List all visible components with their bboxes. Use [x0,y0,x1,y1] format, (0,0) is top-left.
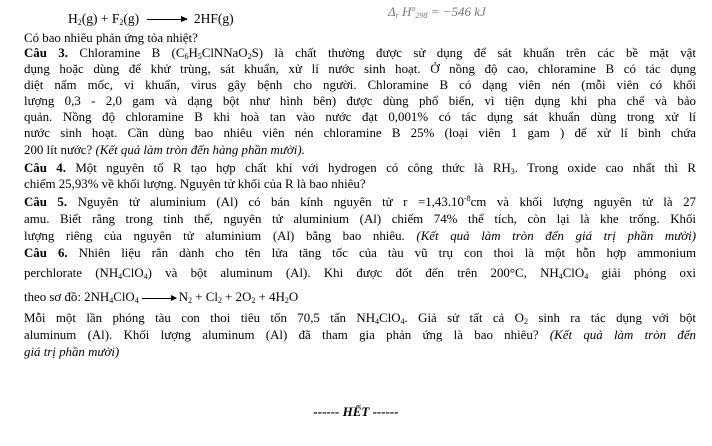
text-span: diệt nấm mốc, vi khuẩn, virus gây bệnh cho người. Chloramine B có dạng viên nén (mỗi viên có khối [24,78,696,92]
subscript: 4 [109,296,114,305]
text-span: amu. Biết rằng trong tinh thể, nguyên tử aluminium (Al) chiếm 74% thể tích, còn lại là khe trống. Khối [24,212,696,226]
subscript: 4 [134,296,139,305]
question-label: Câu 4. [24,161,66,175]
text-span: dụng hoặc dùng để khử trùng, sát khuẩn, xử lí nước sinh hoạt. Ở nồng độ cao, chloramine B có tác dụng [24,62,696,76]
c3-line-1 [24,46,696,61]
text-span: sinh ra tác dụng với bột [528,311,696,325]
subscript: 3 [510,167,515,176]
subscript: 2 [251,296,256,305]
text-span: chiếm 25,93% về khối lượng. Nguyên tử khối của R là bao nhiêu? [24,177,366,191]
subscript: 2 [247,52,252,61]
reaction-equation [68,10,234,28]
c3-line-4 [24,94,696,109]
c4-line-2 [24,177,696,192]
c6-line-2 [24,266,696,281]
text-span: ) và bột aluminum (Al). Khi được đốt đến trên 200°C, NH [147,266,559,280]
c5-line-3 [24,229,696,244]
enthalpy-r: r [395,11,399,20]
subscript: 5 [197,52,202,61]
text-span: giải phóng oxi [588,266,696,280]
c6-line-1 [24,246,696,261]
eq-f: (g) + F [81,11,120,26]
subscript: 2 [217,296,222,305]
text-span: Chloramine B (C [67,46,185,60]
c6-line-5 [24,328,696,343]
text-span: Nhiên liệu rắn dành cho tên lửa tăng tốc của tàu vũ trụ con thoi là một hỗn hợp ammonium [67,246,696,260]
text-span: ClO [113,290,135,304]
subscript: 4 [584,272,589,281]
text-span: 200 lít nước? [24,143,96,157]
text-span: nước sinh hoạt. Cần dùng bao nhiêu viên nén chloramine B 25% (loại viên 1 gam ) để xử lí bình chứa [24,126,696,140]
rounding-note: (Kết quả làm tròn đến [549,328,696,342]
rounding-note: (Kết quả làm tròn đến giá trị phần mười) [416,229,696,243]
c3-line-5 [24,110,696,125]
question-heat [24,31,696,46]
end-marker: ------ HẾT ------ [313,404,399,419]
subscript: 4 [400,317,405,326]
text-span: ClO [562,266,585,280]
enthalpy-sub: 298 [415,11,428,20]
enthalpy-value [388,4,486,20]
text-span: + 4H [255,290,285,304]
superscript: -8 [463,195,471,203]
rounding-note: giá trị phần mười) [24,345,120,359]
eq-state: (g) [123,11,140,26]
c3-line-2 [24,62,696,77]
c5-line-2 [24,212,696,227]
rounding-note: (Kết quả làm tròn đến hàng phần mười). [95,143,305,157]
text-span: theo sơ đồ: 2NH [24,290,110,304]
question-heat-text: Có bao nhiêu phản ứng tỏa nhiệt? [24,31,198,45]
question-label: Câu 6. [24,246,68,260]
text-span: S) là chất thường được sử dụng để sát khuẩn trên các bề mặt vật [251,46,696,60]
text-span: perchlorate (NH [24,266,119,280]
c3-line-7 [24,143,696,158]
c5-line-1 [24,195,696,210]
arrow-icon [142,298,176,299]
text-span: ClNNaO [201,46,248,60]
text-span: lượng 0,3 - 2,0 gam và dạng bột như hình bên) được dùng phổ biến, vì tiện dụng khi pha chế và bảo [24,94,696,108]
c3-line-6 [24,126,696,141]
enthalpy-h: H [402,4,412,19]
text-span: lượng riêng của nguyên tử aluminium (Al) bằng bao nhiêu. [24,229,417,243]
text-span: ClO [122,266,144,280]
text-span: quản. Nồng độ chloramine B khi hoà tan vào nước đạt 0,001% có tác dụng sát khuẩn dùng trong xử lí [24,110,696,124]
subscript: 6 [184,52,189,61]
text-span: cm và khối lượng nguyên tử là 27 [470,195,696,209]
c6-line-4 [24,311,696,326]
text-span: O [288,290,299,304]
c3-line-3 [24,78,696,93]
eq-sub: 2 [119,18,124,27]
subscript: 4 [143,272,148,281]
text-span: ClO [379,311,401,325]
subscript: 4 [558,272,563,281]
arrow-icon [147,19,187,20]
text-span: N [178,290,189,304]
question-label: Câu 5. [24,195,68,209]
text-span: . Trong oxide cao nhất thì R [514,161,696,175]
enthalpy-number: = −546 kJ [430,4,486,19]
text-span: Nguyên tử aluminium (Al) có bán kính nguyên tử r =1,43.10 [67,195,464,209]
subscript: 4 [118,272,123,281]
enthalpy-sup: o [411,4,416,13]
c4-line-1 [24,161,696,176]
c6-line-6 [24,345,696,360]
subscript: 2 [524,317,528,326]
text-span: Mỗi một lần phóng tàu con thoi tiêu tốn 70,5 tấn NH [24,311,376,325]
eq-product: 2HF(g) [193,11,234,26]
text-span: aluminum (Al). Khối lượng aluminum (Al) đã tham gia phản ứng là bao nhiêu? [24,328,550,342]
c6-line-3 [24,290,696,305]
delta-symbol: Δ [388,4,396,19]
subscript: 2 [188,296,193,305]
subscript: 4 [375,317,380,326]
question-label: Câu 3. [24,46,68,60]
eq-sub: 2 [77,18,82,27]
text-span: + 2O [221,290,252,304]
text-span: + Cl [192,290,218,304]
text-span: H [188,46,198,60]
subscript: 2 [284,296,289,305]
text-span: . Giả sử tất cả O [404,311,524,325]
text-span: Một nguyên tố R tạo hợp chất khí với hydrogen có công thức là RH [65,161,511,175]
eq-h: H [68,11,78,26]
